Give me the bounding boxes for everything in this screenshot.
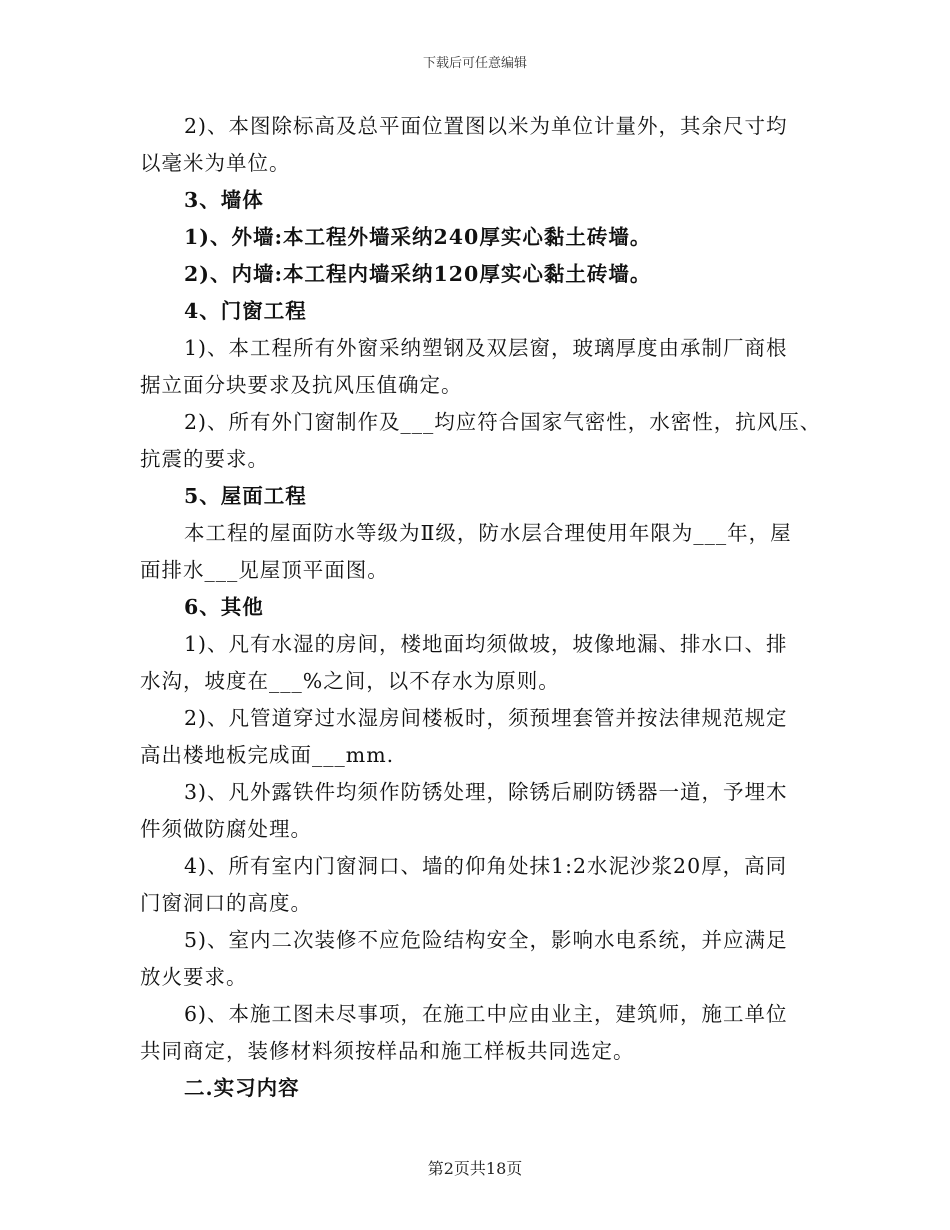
paragraph-line: 放火要求。	[140, 965, 248, 989]
section-heading: 2)、内墙:本工程内墙采纳120厚实心黏土砖墙。	[184, 262, 652, 286]
page-header: 下载后可任意编辑	[422, 56, 527, 71]
paragraph-line: 据立面分块要求及抗风压值确定。	[140, 373, 463, 397]
paragraph-line: 门窗洞口的高度。	[140, 891, 312, 915]
paragraph-line: 水沟，坡度在___%之间，以不存水为原则。	[140, 669, 560, 693]
document-body	[140, 108, 830, 1107]
section-heading: 6、其他	[184, 595, 264, 619]
paragraph-line: 面排水___见屋顶平面图。	[140, 558, 389, 582]
paragraph-line: 共同商定，装修材料须按样品和施工样板共同选定。	[140, 1039, 635, 1063]
paragraph-line: 3)、凡外露铁件均须作防锈处理，除锈后刷防锈器一道，予埋木	[184, 780, 788, 804]
paragraph-line: 1)、凡有水湿的房间，楼地面均须做坡，坡像地漏、排水口、排	[184, 632, 788, 656]
section-heading: 4、门窗工程	[184, 299, 307, 323]
paragraph-line: 2)、本图除标高及总平面位置图以米为单位计量外，其余尺寸均	[184, 114, 788, 138]
paragraph-line: 件须做防腐处理。	[140, 817, 312, 841]
paragraph-line: 6)、本施工图未尽事项，在施工中应由业主，建筑师，施工单位	[184, 1002, 788, 1026]
paragraph-line: 1)、本工程所有外窗采纳塑钢及双层窗，玻璃厚度由承制厂商根	[184, 336, 788, 360]
paragraph-line: 4)、所有室内门窗洞口、墙的仰角处抹1:2水泥沙浆20厚，高同	[184, 854, 788, 878]
paragraph-line: 2)、凡管道穿过水湿房间楼板时，须预埋套管并按法律规范规定	[184, 706, 788, 730]
paragraph-line: 本工程的屋面防水等级为Ⅱ级，防水层合理使用年限为___年，屋	[184, 521, 792, 545]
paragraph-line: 抗震的要求。	[140, 447, 269, 471]
paragraph-line: 以毫米为单位。	[140, 151, 291, 175]
page-number: 第2页共18页	[427, 1159, 523, 1178]
section-heading: 5、屋面工程	[184, 484, 307, 508]
section-heading: 3、墙体	[184, 188, 264, 212]
paragraph-line: 高出楼地板完成面___mm.	[140, 743, 395, 767]
section-heading: 二.实习内容	[184, 1076, 300, 1100]
section-heading: 1)、外墙:本工程外墙采纳240厚实心黏土砖墙。	[184, 225, 652, 249]
paragraph-line: 2)、所有外门窗制作及___均应符合国家气密性，水密性，抗风压、	[184, 410, 822, 434]
paragraph-line: 5)、室内二次装修不应危险结构安全，影响水电系统，并应满足	[184, 928, 788, 952]
